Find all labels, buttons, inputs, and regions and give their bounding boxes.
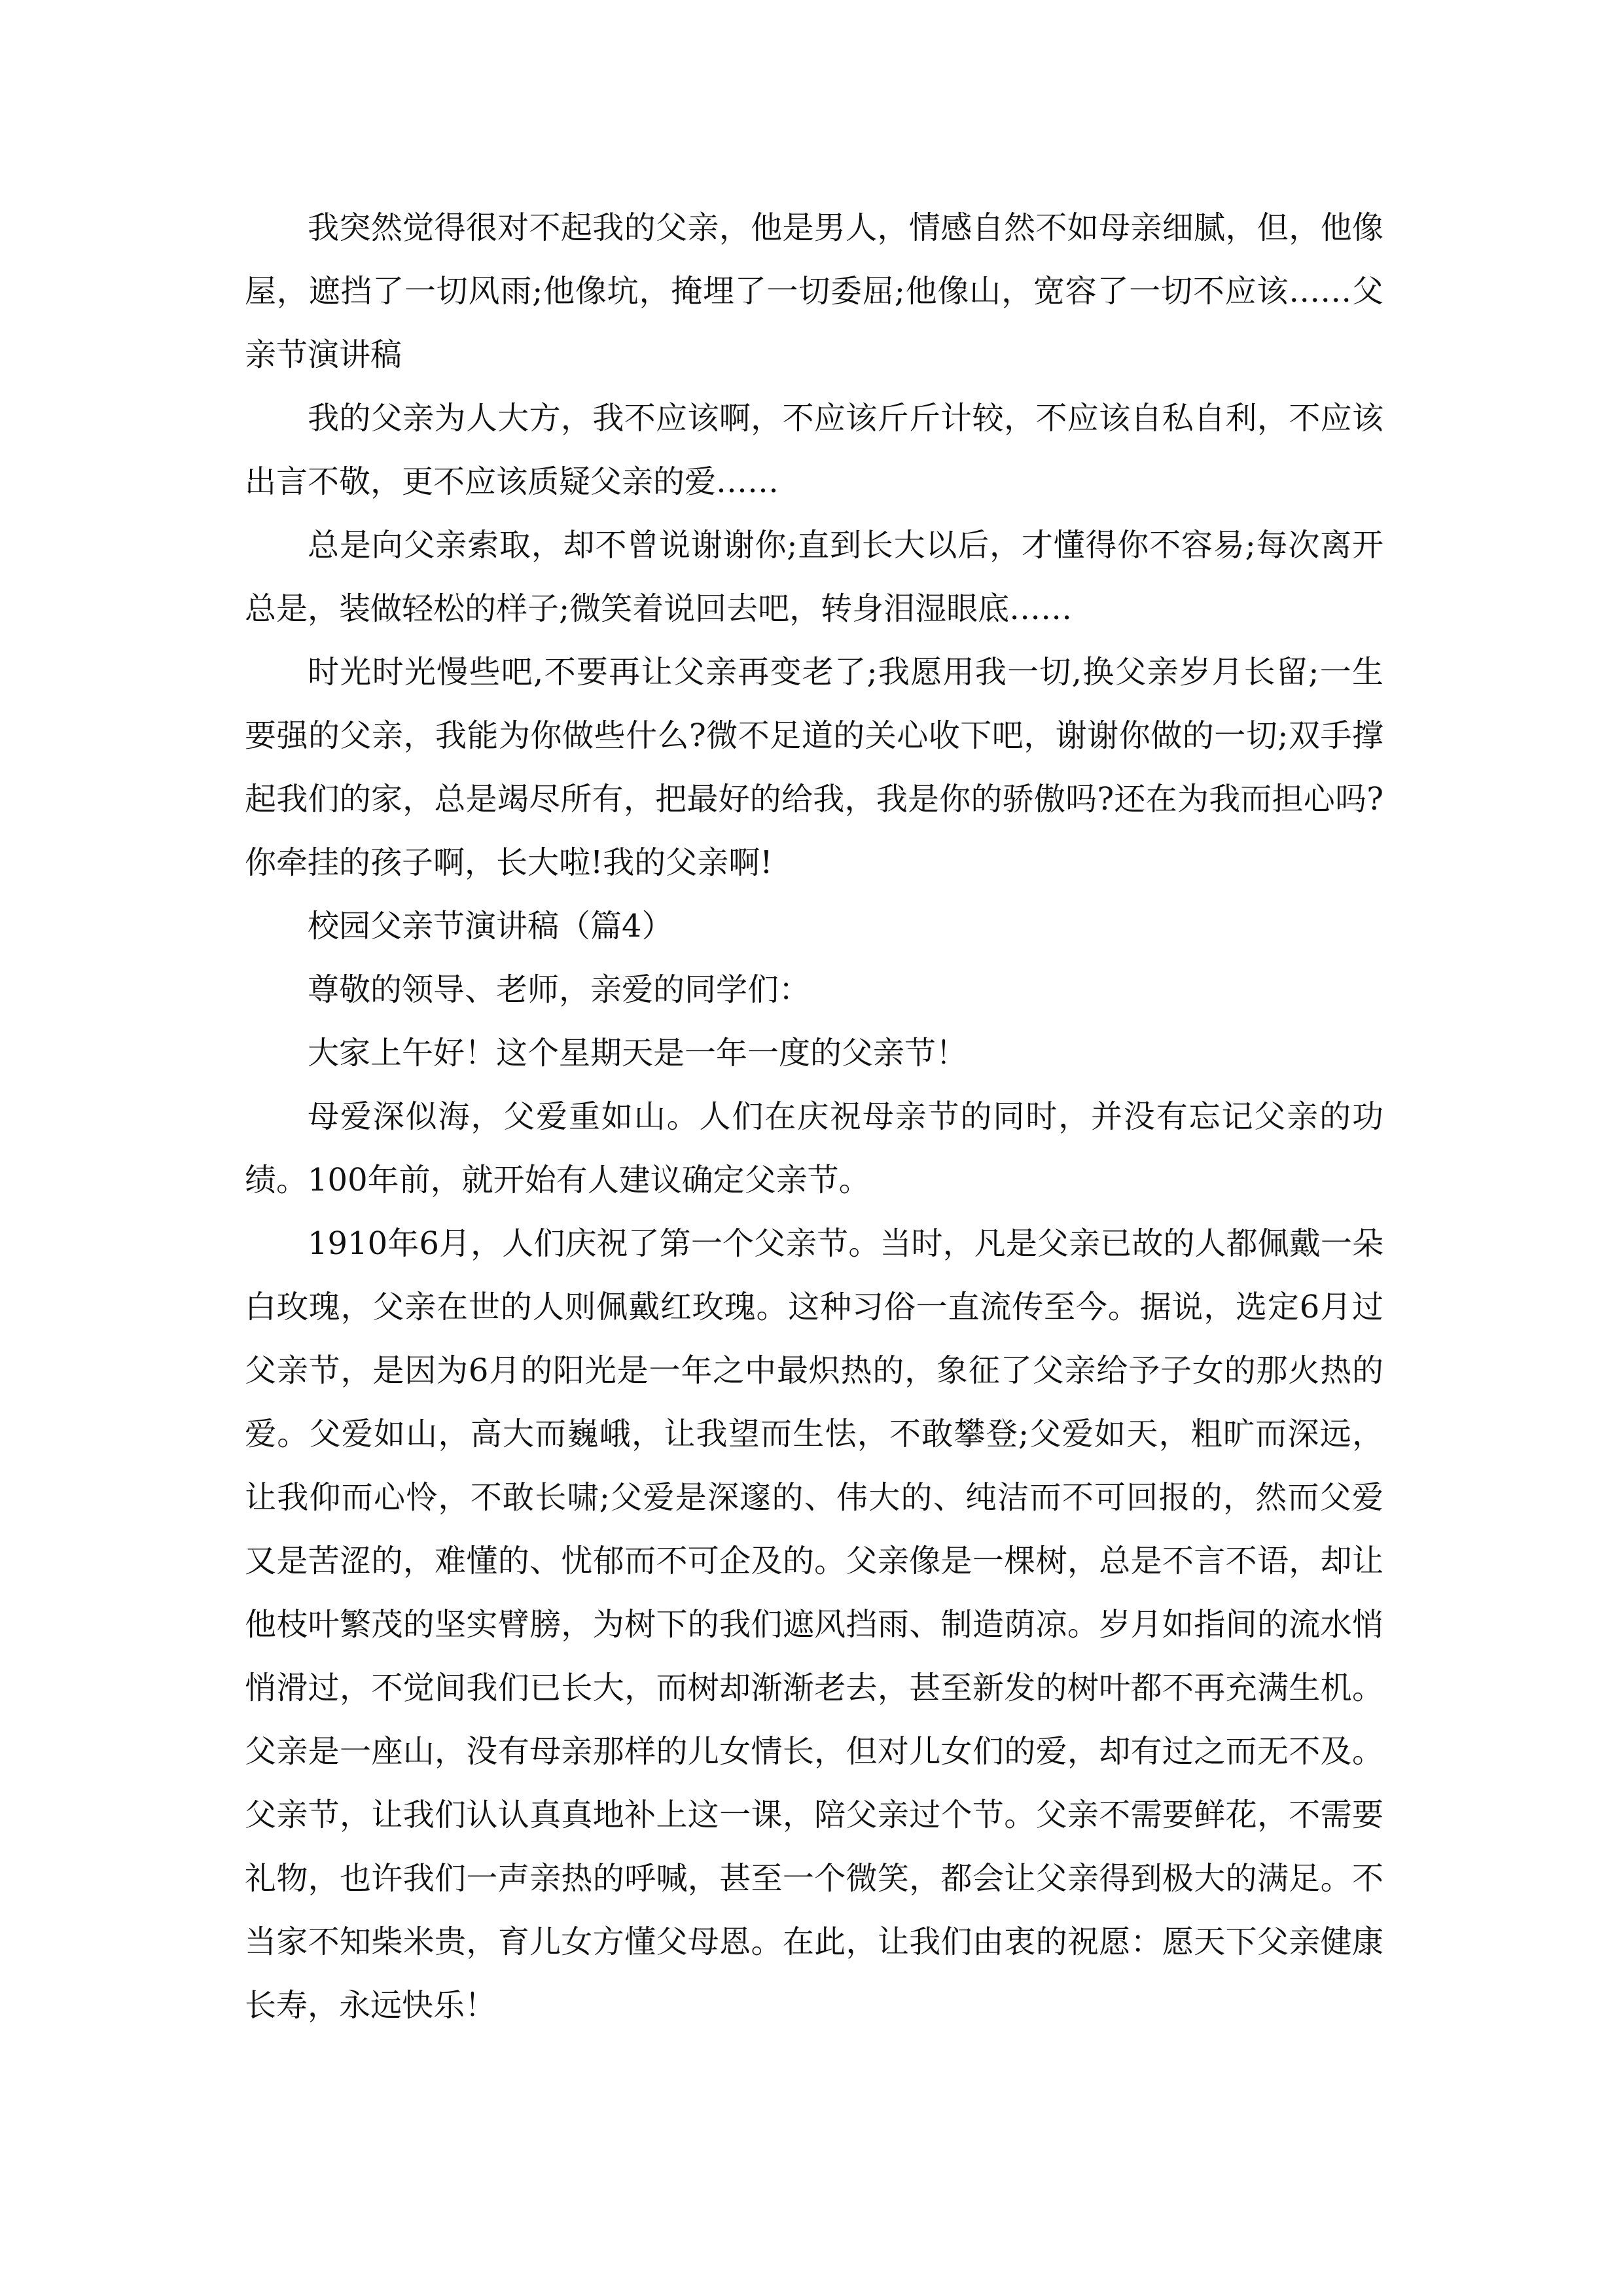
salutation: 尊敬的领导、老师，亲爱的同学们： — [308, 971, 811, 1008]
section-heading: 校园父亲节演讲稿（篇4） — [308, 908, 673, 944]
paragraph-mother-father-love: 母爱深似海，父爱重如山。人们在庆祝母亲节的同时，并没有忘记父亲的功绩。100年前，就开始有人建议确定父亲节。 — [245, 1098, 1383, 1198]
paragraph-time-slow-down: 时光时光慢些吧,不要再让父亲再变老了;我愿用我一切,换父亲岁月长留;一生要强的父亲，我能为你做些什么?微不足道的关心收下吧，谢谢你做的一切;双手撑起我们的家，总是竭尽所有，把最好的给我，我是你的骄傲吗?还在为我而担心吗?你牵挂的孩子啊，长大啦!我的父亲啊! — [245, 654, 1383, 881]
paragraph-generous-father: 我的父亲为人大方，我不应该啊，不应该斤斤计较，不应该自私自利，不应该出言不敬，更不应该质疑父亲的爱…… — [245, 400, 1383, 500]
paragraph-always-asking: 总是向父亲索取，却不曾说谢谢你;直到长大以后，才懂得你不容易;每次离开总是，装做轻松的样子;微笑着说回去吧，转身泪湿眼底…… — [245, 527, 1383, 627]
document-body — [245, 196, 1383, 2037]
greeting: 大家上午好！这个星期天是一年一度的父亲节！ — [308, 1035, 968, 1071]
paragraph-apology: 我突然觉得很对不起我的父亲，他是男人，情感自然不如母亲细腻，但，他像屋，遮挡了一切风雨;他像坑，掩埋了一切委屈;他像山，宽容了一切不应该……父亲节演讲稿 — [245, 209, 1383, 373]
paragraph-history-1910: 1910年6月，人们庆祝了第一个父亲节。当时，凡是父亲已故的人都佩戴一朵白玫瑰，父亲在世的人则佩戴红玫瑰。这种习俗一直流传至今。据说，选定6月过父亲节，是因为6月的阳光是一年之中最炽热的，象征了父亲给予子女的那火热的爱。父爱如山，高大而巍峨，让我望而生怯，不敢攀登;父爱如天，粗旷而深远，让我仰而心怜，不敢长啸;父爱是深邃的、伟大的、纯洁而不可回报的，然而父爱又是苦涩的，难懂的、忧郁而不可企及的。父亲像是一棵树，总是不言不语，却让他枝叶繁茂的坚实臂膀，为树下的我们遮风挡雨、制造荫凉。岁月如指间的流水悄悄滑过，不觉间我们已长大，而树却渐渐老去，甚至新发的树叶都不再充满生机。父亲是一座山，没有母亲那样的儿女情长，但对儿女们的爱，却有过之而无不及。父亲节，让我们认认真真地补上这一课，陪父亲过个节。父亲不需要鲜花，不需要礼物，也许我们一声亲热的呼喊，甚至一个微笑，都会让父亲得到极大的满足。不当家不知柴米贵，育儿女方懂父母恩。在此，让我们由衷的祝愿：愿天下父亲健康长寿，永远快乐！ — [245, 1225, 1383, 2024]
